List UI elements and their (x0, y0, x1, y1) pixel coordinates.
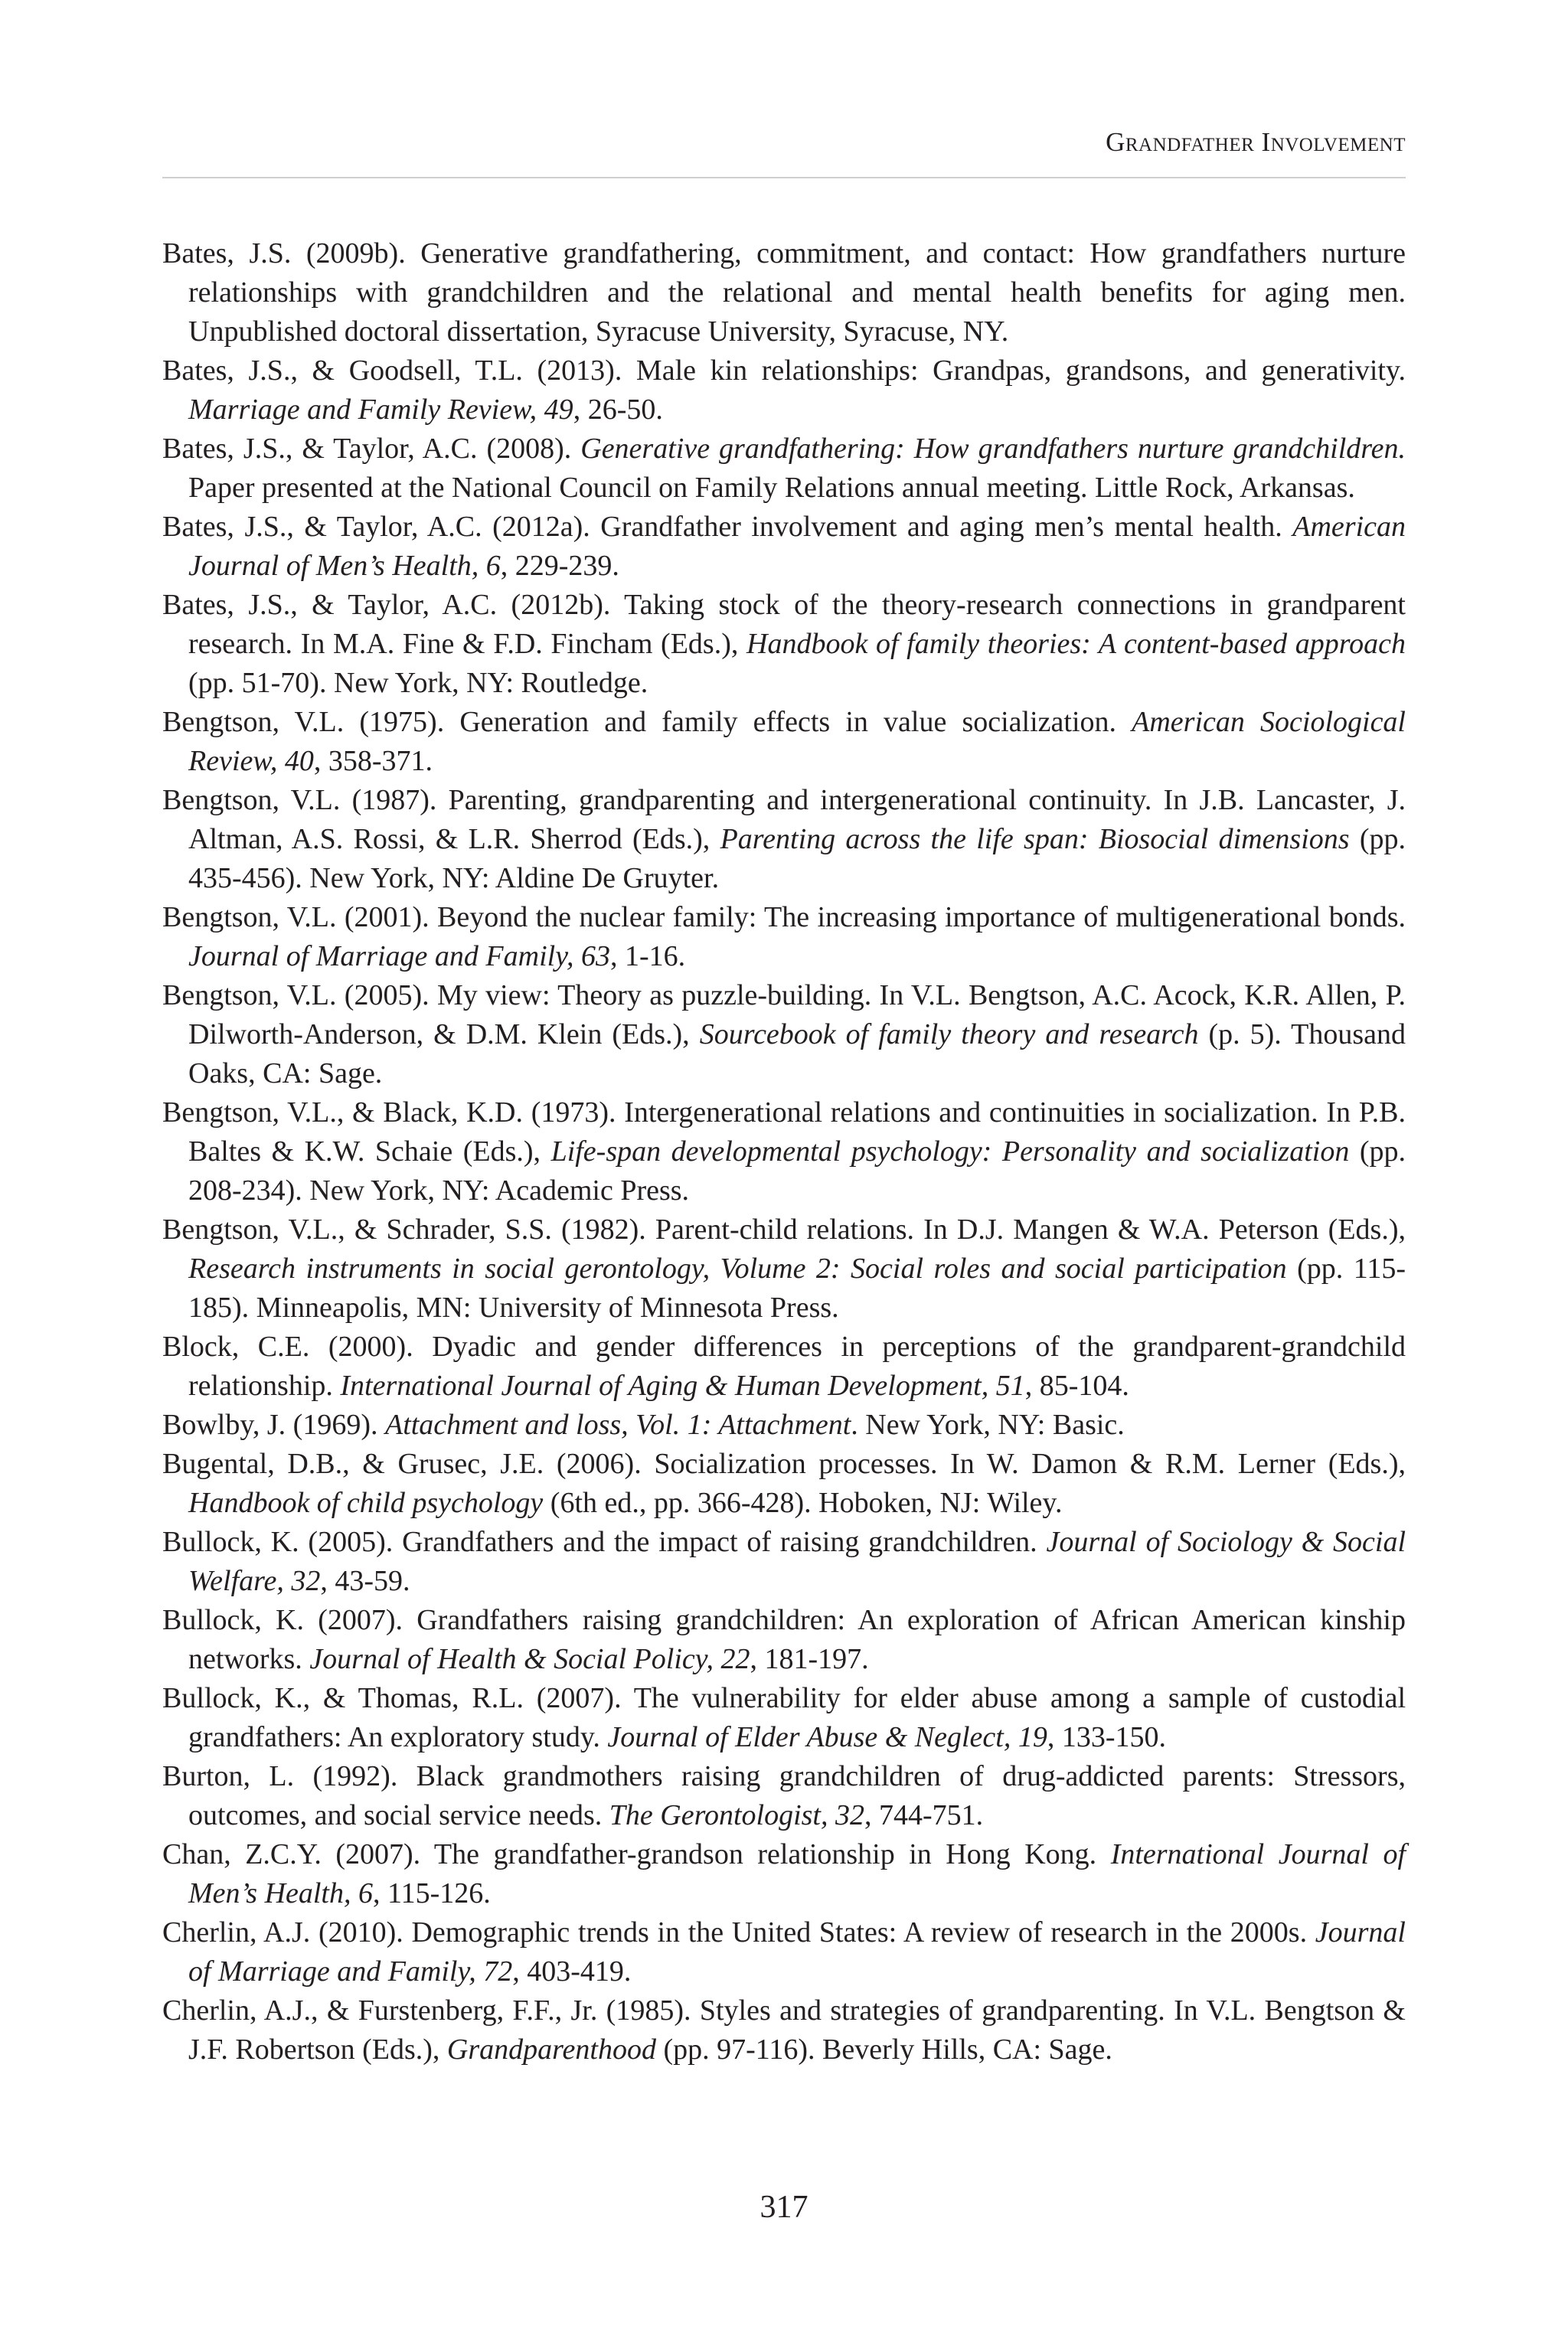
reference-text: Paper presented at the National Council on Family Relations annual meeting. Little Rock, Arkansas. (188, 472, 1355, 504)
reference-text: Bullock, K. (2005). Grandfathers and the impact of raising grandchildren. (162, 1526, 1047, 1558)
reference-text: , 744-751. (864, 1799, 984, 1831)
reference-title-italic: International Journal of Men’s Health, 6 (188, 1838, 1406, 1909)
reference-entry (162, 1913, 1406, 1991)
reference-text: Bates, J.S., & Taylor, A.C. (2012b). Taking stock of the theory-research connections in grandparent research. In M.A. Fine & F.D. Fincham (Eds.), (162, 589, 1406, 660)
reference-text: Bullock, K. (2007). Grandfathers raising grandchildren: An exploration of African American kinship networks. (162, 1604, 1406, 1675)
reference-title-italic: The Gerontologist, 32 (609, 1799, 864, 1831)
reference-text: . New York, NY: Basic. (851, 1409, 1125, 1441)
reference-text: , 1-16. (609, 940, 686, 972)
reference-title-italic: American Sociological Review, 40 (188, 706, 1406, 777)
reference-text: Bullock, K., & Thomas, R.L. (2007). The vulnerability for elder abuse among a sample of custodial grandfathers: An exploratory study. (162, 1682, 1406, 1753)
reference-entry (162, 1835, 1406, 1913)
reference-title-italic: Sourcebook of family theory and research (699, 1018, 1199, 1050)
reference-entry (162, 1757, 1406, 1835)
reference-title-italic: Journal of Elder Abuse & Neglect, 19 (607, 1721, 1047, 1753)
reference-text: Bengtson, V.L. (1987). Parenting, grandparenting and intergenerational continuity. In J.B. Lancaster, J. Altman, A.S. Rossi, & L.R. Sherrod (Eds.), (162, 784, 1406, 855)
reference-title-italic: Generative grandfathering: How grandfathers nurture grandchildren. (580, 433, 1406, 465)
reference-entry (162, 1445, 1406, 1523)
header-rule (162, 177, 1406, 178)
running-head: Grandfather Involvement (1106, 127, 1406, 157)
reference-entry (162, 1601, 1406, 1679)
reference-title-italic: Marriage and Family Review, 49 (188, 394, 573, 426)
reference-text: (6th ed., pp. 366-428). Hoboken, NJ: Wiley. (543, 1487, 1063, 1519)
reference-entry (162, 1093, 1406, 1210)
reference-entry (162, 1991, 1406, 2069)
reference-entry (162, 1406, 1406, 1445)
reference-text: , 403-419. (512, 1955, 632, 1988)
reference-text: Bates, J.S., & Taylor, A.C. (2012a). Grandfather involvement and aging men’s mental health. (162, 511, 1293, 543)
reference-text: , 133-150. (1047, 1721, 1167, 1753)
reference-text: , 115-126. (373, 1877, 491, 1909)
reference-entry (162, 1679, 1406, 1757)
reference-title-italic: Handbook of child psychology (188, 1487, 544, 1519)
reference-text: (pp. 51-70). New York, NY: Routledge. (188, 667, 648, 699)
reference-text: (p. 5). Thousand Oaks, CA: Sage. (188, 1018, 1406, 1089)
reference-entry (162, 1328, 1406, 1406)
reference-entry (162, 430, 1406, 508)
reference-title-italic: Journal of Marriage and Family, 72 (188, 1916, 1406, 1988)
reference-entry (162, 351, 1406, 430)
reference-text: Bengtson, V.L. (2005). My view: Theory as puzzle-building. In V.L. Bengtson, A.C. Acock, K.R. Allen, P. Dilworth-Anderson, & D.M. Klein (Eds.), (162, 979, 1406, 1050)
reference-title-italic: Journal of Health & Social Policy, 22 (309, 1643, 750, 1675)
reference-text: Cherlin, A.J., & Furstenberg, F.F., Jr. (1985). Styles and strategies of grandparenting. In V.L. Bengtson & J.F. Robertson (Eds.), (162, 1994, 1406, 2066)
reference-title-italic: Attachment and loss, Vol. 1: Attachment (384, 1409, 851, 1441)
reference-text: (pp. 435-456). New York, NY: Aldine De Gruyter. (188, 823, 1406, 894)
reference-text: , 43-59. (320, 1565, 410, 1597)
reference-title-italic: Grandparenthood (446, 2034, 656, 2066)
reference-text: Bengtson, V.L., & Schrader, S.S. (1982). Parent-child relations. In D.J. Mangen & W.A. Peterson (Eds.), (162, 1214, 1406, 1246)
reference-title-italic: Parenting across the life span: Biosocial dimensions (720, 823, 1350, 855)
reference-text: Bates, J.S., & Goodsell, T.L. (2013). Male kin relationships: Grandpas, grandsons, and generativity. (162, 354, 1406, 387)
reference-entry (162, 1210, 1406, 1328)
reference-text: Block, C.E. (2000). Dyadic and gender differences in perceptions of the grandparent-grandchild relationship. (162, 1331, 1406, 1402)
reference-entry (162, 976, 1406, 1093)
reference-title-italic: Journal of Sociology & Social Welfare, 32 (188, 1526, 1406, 1597)
reference-entry (162, 508, 1406, 586)
reference-title-italic: Research instruments in social gerontology, Volume 2: Social roles and social participation (188, 1253, 1287, 1285)
reference-text: Bates, J.S., & Taylor, A.C. (2008). (162, 433, 581, 465)
reference-text: Bates, J.S. (2009b). Generative grandfathering, commitment, and contact: How grandfathers nurture relationships with grandchildren and the relational and mental health benefits for aging men. Unpublished doctoral dissertation, Syracuse University, Syracuse, NY. (162, 237, 1406, 348)
reference-text: , 85-104. (1024, 1370, 1129, 1402)
reference-text: , 358-371. (313, 745, 433, 777)
reference-title-italic: International Journal of Aging & Human Development, 51 (340, 1370, 1025, 1402)
reference-text: , 229-239. (500, 550, 619, 582)
reference-title-italic: Journal of Marriage and Family, 63 (188, 940, 610, 972)
reference-text: (pp. 208-234). New York, NY: Academic Press. (188, 1135, 1406, 1207)
reference-title-italic: Life-span developmental psychology: Personality and socialization (550, 1135, 1350, 1168)
reference-text: Bengtson, V.L., & Black, K.D. (1973). Intergenerational relations and continuities in socialization. In P.B. Baltes & K.W. Schaie (Eds.), (162, 1096, 1406, 1168)
reference-entry (162, 898, 1406, 976)
reference-title-italic: Handbook of family theories: A content-based approach (746, 628, 1406, 660)
reference-text: , 181-197. (750, 1643, 869, 1675)
reference-text: (pp. 97-116). Beverly Hills, CA: Sage. (655, 2034, 1112, 2066)
reference-list (162, 234, 1406, 2069)
reference-text: Bengtson, V.L. (2001). Beyond the nuclear family: The increasing importance of multigenerational bonds. (162, 901, 1406, 933)
reference-text: Burton, L. (1992). Black grandmothers raising grandchildren of drug-addicted parents: Stressors, outcomes, and social service needs. (162, 1760, 1406, 1831)
reference-text: Cherlin, A.J. (2010). Demographic trends in the United States: A review of research in the 2000s. (162, 1916, 1315, 1949)
reference-text: Bowlby, J. (1969). (162, 1409, 385, 1441)
page-number: 317 (760, 2190, 808, 2225)
reference-text: Chan, Z.C.Y. (2007). The grandfather-grandson relationship in Hong Kong. (162, 1838, 1111, 1870)
reference-entry (162, 703, 1406, 781)
reference-text: Bengtson, V.L. (1975). Generation and family effects in value socialization. (162, 706, 1132, 738)
reference-title-italic: American Journal of Men’s Health, 6 (188, 511, 1406, 582)
reference-entry (162, 586, 1406, 703)
reference-text: , 26-50. (573, 394, 663, 426)
reference-entry (162, 781, 1406, 898)
reference-entry (162, 234, 1406, 351)
reference-text: (pp. 115-185). Minneapolis, MN: University of Minnesota Press. (188, 1253, 1406, 1324)
reference-text: Bugental, D.B., & Grusec, J.E. (2006). Socialization processes. In W. Damon & R.M. Lerner (Eds.), (162, 1448, 1406, 1480)
reference-entry (162, 1523, 1406, 1601)
